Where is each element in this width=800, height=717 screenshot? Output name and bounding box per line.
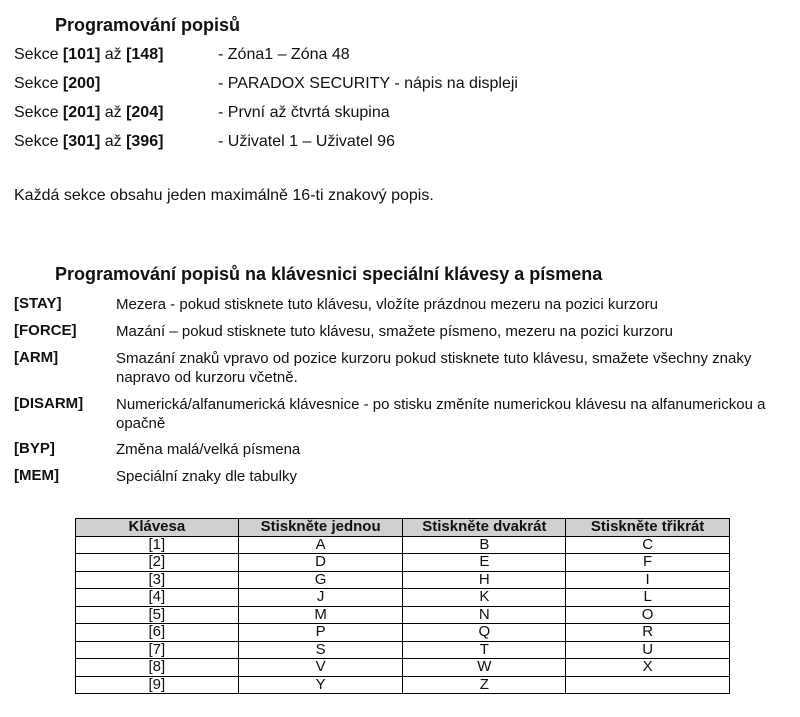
cell-press-once: A: [238, 536, 403, 554]
key-description: Mezera - pokud stisknete tuto klávesu, vložíte prázdnou mezeru na pozici kurzoru: [116, 296, 658, 313]
section-label: Sekce [301] až [396]: [14, 133, 164, 150]
section-row: [14, 133, 395, 153]
section-row: [14, 46, 350, 66]
cell-press-twice: K: [403, 589, 566, 607]
table-row: [76, 589, 730, 607]
cell-press-three-times: F: [566, 554, 730, 572]
cell-key: [9]: [76, 676, 239, 694]
key-description: Změna malá/velká písmena: [116, 441, 301, 458]
table-row: [76, 536, 730, 554]
key-label: [STAY]: [14, 295, 62, 312]
section-label: Sekce [201] až [204]: [14, 104, 164, 121]
cell-press-three-times: C: [566, 536, 730, 554]
key-label: [MEM]: [14, 467, 59, 484]
header-press-twice: Stiskněte dvakrát: [403, 519, 566, 537]
table-row: [76, 659, 730, 677]
section-title-keys: Programování popisů na klávesnici speciální klávesy a písmena: [55, 264, 603, 284]
cell-press-twice: N: [403, 606, 566, 624]
table-row: [76, 571, 730, 589]
table-body: [76, 536, 730, 694]
section-note: Každá sekce obsahu jeden maximálně 16-ti znakový popis.: [14, 187, 434, 204]
cell-press-three-times: I: [566, 571, 730, 589]
key-label: [BYP]: [14, 440, 55, 457]
cell-key: [4]: [76, 589, 239, 607]
key-description: Smazání znaků vpravo od pozice kurzoru pokud stisknete tuto klávesu, smažete všechny znaky napravo od kurzoru včetně.: [116, 350, 752, 386]
cell-press-twice: H: [403, 571, 566, 589]
key-label: [ARM]: [14, 349, 59, 366]
cell-press-once: P: [238, 624, 403, 642]
section-title-descriptions: Programování popisů: [55, 15, 241, 35]
section-label: Sekce [101] až [148]: [14, 46, 164, 63]
special-characters-table: [75, 518, 730, 694]
section-description: - PARADOX SECURITY - nápis na displeji: [218, 75, 518, 92]
cell-key: [8]: [76, 659, 239, 677]
table-row: [76, 606, 730, 624]
cell-press-once: V: [238, 659, 403, 677]
table-row: [76, 624, 730, 642]
section-label: Sekce [200]: [14, 75, 101, 92]
cell-press-twice: Q: [403, 624, 566, 642]
cell-press-once: Y: [238, 676, 403, 694]
cell-press-once: S: [238, 641, 403, 659]
cell-press-three-times: [566, 676, 730, 694]
header-key: Klávesa: [76, 519, 239, 537]
key-description: Speciální znaky dle tabulky: [116, 468, 297, 485]
cell-press-once: G: [238, 571, 403, 589]
table-row: [76, 554, 730, 572]
table-row: [76, 641, 730, 659]
cell-press-twice: E: [403, 554, 566, 572]
section-row: [14, 104, 390, 124]
cell-key: [3]: [76, 571, 239, 589]
header-press-three-times: Stiskněte třikrát: [566, 519, 730, 537]
cell-press-three-times: X: [566, 659, 730, 677]
cell-press-once: M: [238, 606, 403, 624]
section-description: - Uživatel 1 – Uživatel 96: [218, 133, 395, 150]
cell-press-once: D: [238, 554, 403, 572]
cell-press-once: J: [238, 589, 403, 607]
section-description: - První až čtvrtá skupina: [218, 104, 390, 121]
header-press-once: Stiskněte jednou: [238, 519, 403, 537]
key-label: [FORCE]: [14, 322, 77, 339]
section-description: - Zóna1 – Zóna 48: [218, 46, 350, 63]
cell-press-twice: B: [403, 536, 566, 554]
table-header-row: [76, 519, 730, 537]
key-description: Numerická/alfanumerická klávesnice - po stisku změníte numerickou klávesu na alfanumerickou a opačně: [116, 396, 766, 432]
cell-key: [1]: [76, 536, 239, 554]
cell-key: [5]: [76, 606, 239, 624]
key-description: Mazání – pokud stisknete tuto klávesu, smažete písmeno, mezeru na pozici kurzoru: [116, 323, 673, 340]
cell-press-three-times: O: [566, 606, 730, 624]
cell-press-three-times: R: [566, 624, 730, 642]
cell-key: [6]: [76, 624, 239, 642]
cell-press-twice: Z: [403, 676, 566, 694]
cell-press-three-times: U: [566, 641, 730, 659]
cell-press-three-times: L: [566, 589, 730, 607]
cell-press-twice: T: [403, 641, 566, 659]
section-row: [14, 75, 518, 95]
table-row: [76, 676, 730, 694]
cell-key: [7]: [76, 641, 239, 659]
key-label: [DISARM]: [14, 395, 84, 412]
cell-press-twice: W: [403, 659, 566, 677]
cell-key: [2]: [76, 554, 239, 572]
